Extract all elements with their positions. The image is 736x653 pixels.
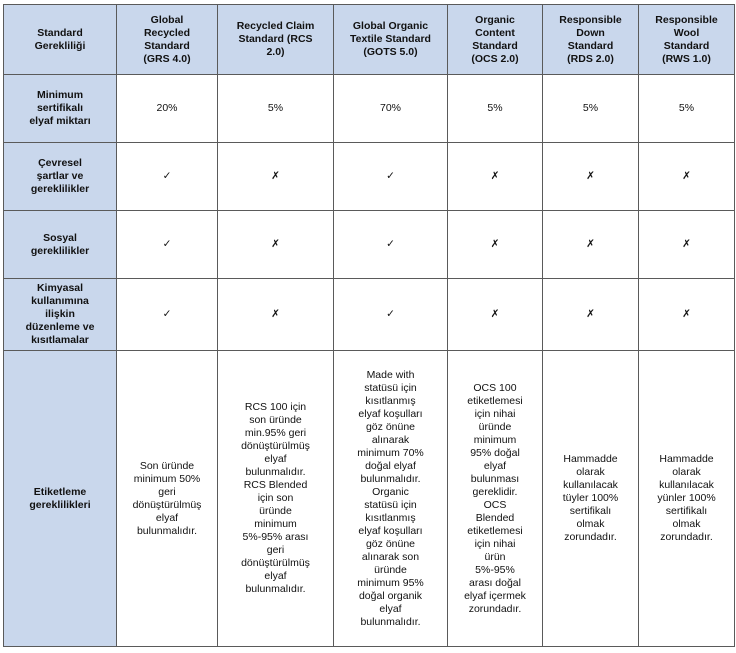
cross-icon: ✗ (639, 211, 735, 279)
cross-icon: ✗ (543, 211, 639, 279)
cross-icon: ✗ (218, 143, 334, 211)
cross-icon: ✗ (218, 279, 334, 351)
table-cell: 20% (117, 75, 218, 143)
row-label-min-fiber: Minimum sertifikalı elyaf miktarı (4, 75, 117, 143)
table-header (4, 5, 735, 75)
table-cell: RCS 100 için son üründe min.95% geri dönüştürülmüş elyaf bulunmalıdır. RCS Blended için son üründe minimum 5%-95% arası geri dönüştürülmüş elyaf bulunmalıdır. (218, 351, 334, 647)
table-cell: 5% (639, 75, 735, 143)
check-icon: ✓ (334, 279, 448, 351)
standards-comparison-table (3, 4, 735, 647)
table-row (4, 279, 735, 351)
check-icon: ✓ (334, 143, 448, 211)
table-row (4, 211, 735, 279)
table-cell: 70% (334, 75, 448, 143)
table-row (4, 75, 735, 143)
row-label-labeling: Etiketleme gereklilikleri (4, 351, 117, 647)
header-rcs: Recycled Claim Standard (RCS 2.0) (218, 5, 334, 75)
header-rws: Responsible Wool Standard (RWS 1.0) (639, 5, 735, 75)
table-cell: 5% (448, 75, 543, 143)
cross-icon: ✗ (448, 279, 543, 351)
table-cell: Son üründe minimum 50% geri dönüştürülmüş elyaf bulunmalıdır. (117, 351, 218, 647)
table-row (4, 351, 735, 647)
table-row (4, 143, 735, 211)
cross-icon: ✗ (448, 211, 543, 279)
table-cell: Hammadde olarak kullanılacak yünler 100% sertifikalı olmak zorundadır. (639, 351, 735, 647)
row-label-social: Sosyal gereklilikler (4, 211, 117, 279)
table-cell: Made with statüsü için kısıtlanmış elyaf koşulları göz önüne alınarak minimum 70% doğal elyaf bulunmalıdır. Organic statüsü için kısıtlanmış elyaf koşulları göz önüne alınarak son üründe minimum 95% doğal organik elyaf bulunmalıdır. (334, 351, 448, 647)
row-label-environmental: Çevresel şartlar ve gereklilikler (4, 143, 117, 211)
check-icon: ✓ (117, 211, 218, 279)
row-label-chemical: Kimyasal kullanımına ilişkin düzenleme ve kısıtlamalar (4, 279, 117, 351)
cross-icon: ✗ (218, 211, 334, 279)
header-ocs: Organic Content Standard (OCS 2.0) (448, 5, 543, 75)
table-cell: Hammadde olarak kullanılacak tüyler 100% sertifikalı olmak zorundadır. (543, 351, 639, 647)
cross-icon: ✗ (639, 143, 735, 211)
header-rds: Responsible Down Standard (RDS 2.0) (543, 5, 639, 75)
check-icon: ✓ (117, 279, 218, 351)
table-cell: 5% (218, 75, 334, 143)
cross-icon: ✗ (543, 279, 639, 351)
cross-icon: ✗ (448, 143, 543, 211)
header-requirement: Standard Gerekliliği (4, 5, 117, 75)
table-cell: OCS 100 etiketlemesi için nihai üründe minimum 95% doğal elyaf bulunması gereklidir. OCS Blended etiketlemesi için nihai ürün 5%-95% arası doğal elyaf içermek zorundadır. (448, 351, 543, 647)
cross-icon: ✗ (639, 279, 735, 351)
header-grs: Global Recycled Standard (GRS 4.0) (117, 5, 218, 75)
header-gots: Global Organic Textile Standard (GOTS 5.0) (334, 5, 448, 75)
check-icon: ✓ (117, 143, 218, 211)
table-cell: 5% (543, 75, 639, 143)
cross-icon: ✗ (543, 143, 639, 211)
check-icon: ✓ (334, 211, 448, 279)
